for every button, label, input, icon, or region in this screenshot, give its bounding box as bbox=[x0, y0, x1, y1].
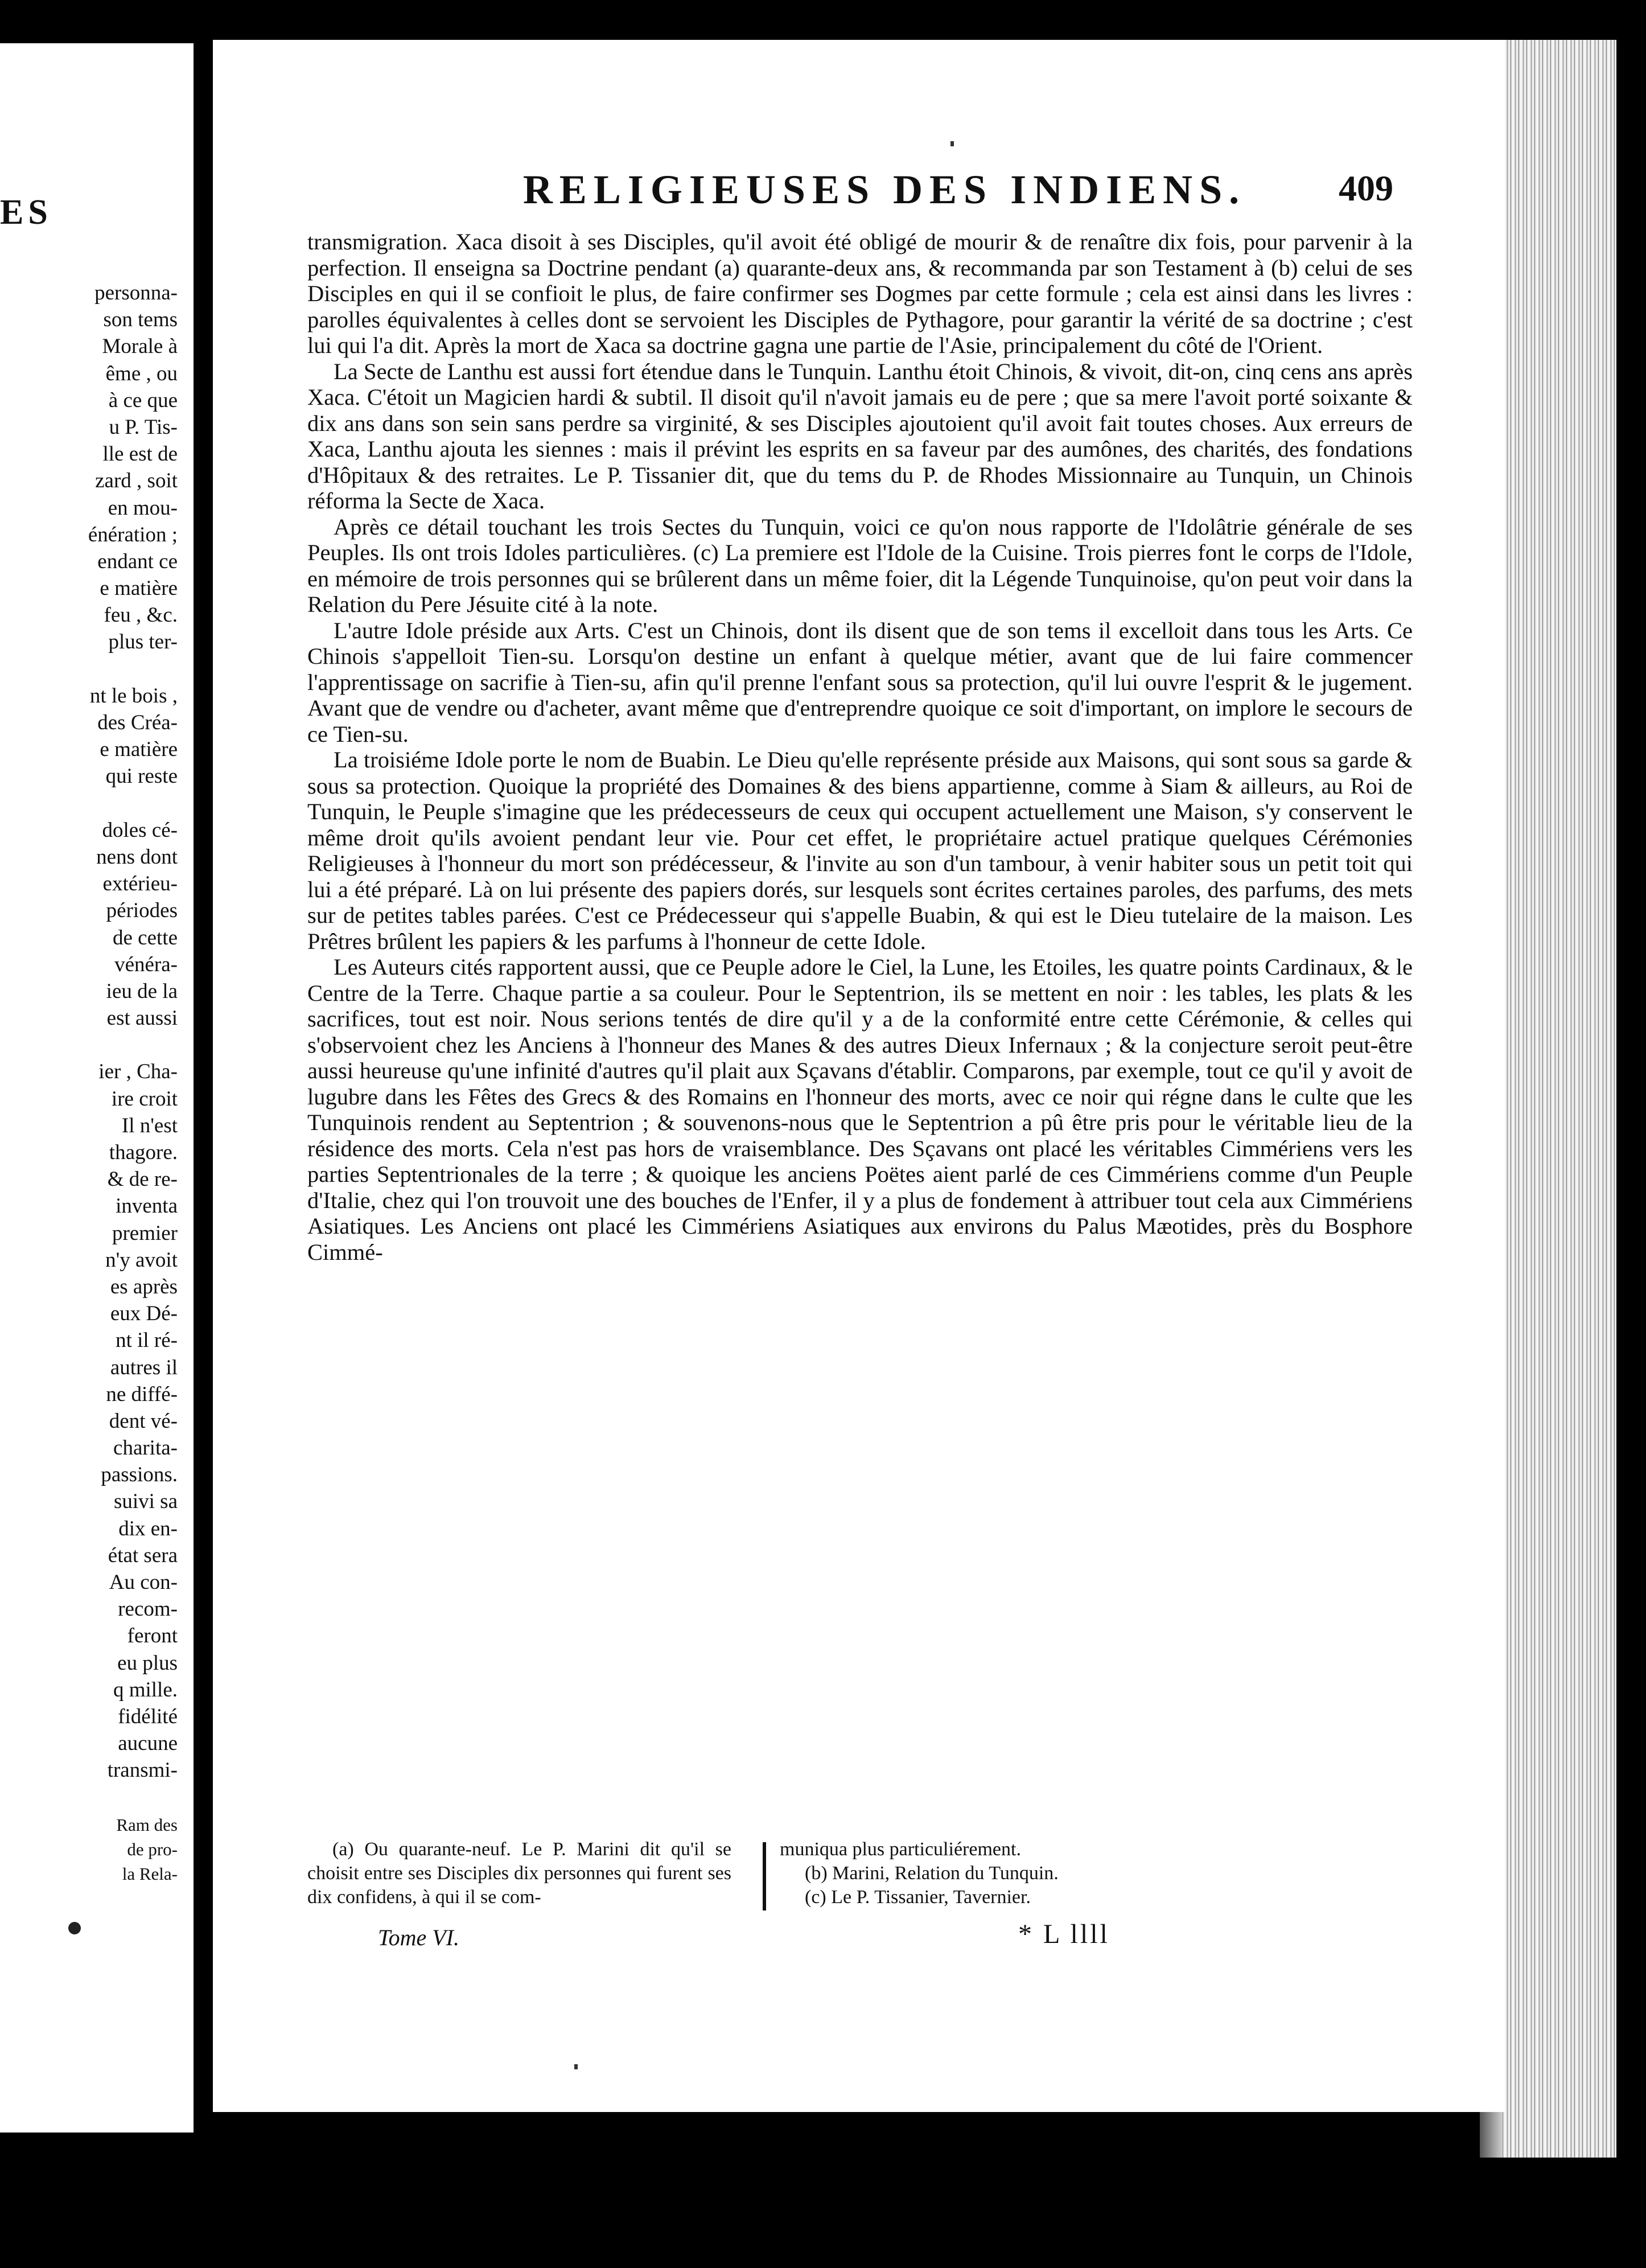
volume-mark: Tome VI. bbox=[378, 1925, 459, 1950]
left-text-line: inventa bbox=[116, 1194, 178, 1218]
footnote-column-rule bbox=[763, 1842, 766, 1910]
left-text-line: ier , Cha- bbox=[98, 1060, 178, 1084]
left-text-line: ire croit bbox=[111, 1087, 178, 1111]
paragraph-three-idols: Après ce détail touchant les trois Sectes du Tunquin, voici ce qu'on nous rapporte de l'Idolâtrie générale de ses Peuples. Ils ont trois Idoles particulières. (c) La premiere est l'Idole de la Cuisine. Trois pierres font le corps de l'Idole, en mémoire de trois personnes qui se brûlerent dans un même foier, dit la Légende Tunquinoise, qu'on peut voir dans la Relation du Pere Jésuite cité à la note. bbox=[307, 513, 1413, 617]
footnote-a: (a) Ou quarante-neuf. Le P. Marini dit qu'il se choisit entre ses Disciples dix personnes qui furent ses dix confidens, à qui il se com- bbox=[307, 1839, 731, 1908]
left-text-line: eux Dé- bbox=[110, 1302, 178, 1326]
left-text-line: état sera bbox=[108, 1543, 178, 1567]
left-text-line: dix en- bbox=[118, 1517, 178, 1540]
left-text-line: feu , &c. bbox=[104, 603, 178, 627]
left-text-line: zard , soit bbox=[95, 469, 178, 493]
ink-spot bbox=[68, 1922, 81, 1934]
left-note-line: Ram des bbox=[116, 1815, 178, 1835]
left-text-line: périodes bbox=[106, 899, 178, 923]
paragraph-septentrion: Les Auteurs cités rapportent aussi, que ce Peuple adore le Ciel, la Lune, les Etoiles, les quatre points Cardinaux, & le Centre de la Terre. Chaque partie a sa couleur. Pour le Septentrion, ils se mettent en noir : les tables, les plats & les sacrifices, tout est noir. Nous serions tentés de dire qu'il y a de la conformité entre cette Cérémonie, & celles qui s'observoient chez les Anciens à l'honneur des Manes & des autres Dieux Infernaux ; & la conjecture seroit peut-être aussi heureuse qu'une infinité d'autres qu'il plait aux Sçavans d'établir. Comparons, par exemple, tout ce qu'il y avoit de lugubre dans les Fêtes des Grecs & des Romains en l'honneur des morts, avec ce noir qui régne dans le culte que les Tunquinois rendent au Septentrion ; & souvenons-nous que le Septentrion a pû être pris pour le véritable lieu de la résidence des morts. Cela n'est pas hors de vraisemblance. Des Sçavans ont placé les véritables Cimmériens vers les parties Septentrionales de la terre ; & quoique les anciens Poëtes aient parlé de ces Cimmériens comme d'un Peuple d'Italie, chez qui l'on trouvoit une des bouches de l'Enfer, il y a plus de fondement à attribuer tout cela aux Cimmériens Asiatiques. Les Anciens ont placé les Cimmériens Asiatiques aux environs du Palus Mæotides, près du Bosphore Cimmé- bbox=[307, 954, 1413, 1265]
left-text-line: vénéra- bbox=[114, 952, 178, 976]
left-page-text-fragments bbox=[7, 280, 178, 1784]
left-running-head: ES bbox=[0, 193, 52, 232]
paragraph-xaca: transmigration. Xaca disoit à ses Disciples, qu'il avoit été obligé de mourir & de renaître dix fois, pour parvenir à la perfection. Il enseigna sa Doctrine pendant (a) quarante-deux ans, & recommanda par son Testament à (b) celui de ses Disciples en qui il se confioit le plus, de faire confirmer ses Dogmes par cette formule ; cela est ainsi dans les livres : parolles équivalentes à celles dont se servoient les Disciples de Pythagore, pour garantir la vérité de sa doctrine ; c'est lui qui l'a dit. Après la mort de Xaca sa doctrine gagna une partie de l'Asie, principalement du côté de l'Orient. bbox=[307, 229, 1413, 358]
left-text-line: son tems bbox=[103, 308, 178, 332]
page-number: 409 bbox=[1339, 168, 1393, 208]
left-text-line: est aussi bbox=[106, 1006, 178, 1030]
body-text bbox=[307, 229, 1413, 1265]
left-text-line: ieu de la bbox=[106, 979, 178, 1003]
left-text-line: u P. Tis- bbox=[109, 415, 178, 439]
running-head: RELIGIEUSES DES INDIENS. bbox=[522, 167, 1246, 212]
left-text-line: fidélité bbox=[118, 1704, 178, 1728]
left-text-line bbox=[7, 1032, 178, 1058]
left-text-line: n'y avoit bbox=[105, 1248, 178, 1272]
left-note-line: de pro- bbox=[127, 1839, 178, 1859]
left-text-line: charita- bbox=[113, 1436, 178, 1460]
footnote-a-continued: muniqua plus particuliérement. bbox=[780, 1839, 1021, 1860]
left-text-line: lle est de bbox=[102, 442, 178, 466]
page-409 bbox=[213, 40, 1505, 2112]
left-text-line: e matière bbox=[100, 577, 178, 601]
footnote-column-left bbox=[307, 1838, 731, 1909]
left-text-line: en mou- bbox=[108, 496, 178, 520]
left-text-line: ne diffé- bbox=[106, 1382, 178, 1406]
left-text-line: Il n'est bbox=[121, 1114, 178, 1137]
left-text-line: à ce que bbox=[108, 388, 178, 412]
footnote-c: (c) Le P. Tissanier, Tavernier. bbox=[805, 1887, 1031, 1908]
left-text-line: nt le bois , bbox=[89, 684, 178, 708]
left-text-line: de cette bbox=[113, 926, 178, 950]
left-text-line: transmi- bbox=[107, 1758, 178, 1782]
left-text-line: suivi sa bbox=[113, 1490, 178, 1514]
ink-speck bbox=[950, 141, 954, 146]
paragraph-buabin: La troisiéme Idole porte le nom de Buabin. Le Dieu qu'elle représente préside aux Maisons, qui sont sous sa garde & sous sa protection. Quoique la propriété des Domaines & des biens appartienne, comme à Siam & ailleurs, au Roi de Tunquin, le Peuple s'imagine que les prédecesseurs de ceux qui occupent actuellement une Maison, s'y conservent le même droit qu'ils avoient pendant leur vie. Pour cet effet, le propriétaire actuel pratique quelques Cérémonies Religieuses à l'honneur du mort son prédécesseur, & l'invite au son d'un tambour, à venir habiter sous un petit toit qui lui a été préparé. Là on lui présente des papiers dorés, sur lesquels sont écrites certaines paroles, des parfums, des mets sur de petites tables parées. C'est ce Prédecesseur qui s'appelle Buabin, & qui est le Dieu tutelaire de la maison. Les Prêtres brûlent les papiers & les parfums à l'honneur de cette Idole. bbox=[307, 747, 1413, 954]
left-text-line: énération ; bbox=[88, 523, 178, 547]
facing-page-left bbox=[0, 43, 194, 2133]
left-text-line: q mille. bbox=[113, 1678, 178, 1702]
ink-speck bbox=[574, 2064, 578, 2069]
footnote-b: (b) Marini, Relation du Tunquin. bbox=[805, 1863, 1059, 1884]
left-text-line: e matière bbox=[100, 738, 178, 762]
left-text-line: aucune bbox=[118, 1732, 178, 1756]
left-text-line: plus ter- bbox=[108, 630, 178, 654]
left-text-line: es après bbox=[110, 1275, 178, 1299]
left-text-line: feront bbox=[127, 1624, 178, 1648]
left-text-line: autres il bbox=[110, 1355, 178, 1379]
left-text-line bbox=[7, 656, 178, 683]
left-text-line: nt il ré- bbox=[116, 1329, 178, 1353]
left-text-line: qui reste bbox=[105, 765, 178, 788]
signature-mark: * L llll bbox=[1018, 1919, 1110, 1949]
left-text-line: premier bbox=[112, 1221, 178, 1245]
left-text-line: des Créa- bbox=[97, 711, 178, 734]
left-text-line: Au con- bbox=[109, 1571, 178, 1594]
left-text-line: dent vé- bbox=[109, 1409, 178, 1433]
left-text-line: nens dont bbox=[96, 845, 178, 869]
paragraph-tien-su: L'autre Idole préside aux Arts. C'est un Chinois, dont ils disent que de son tems il excelloit dans tous les Arts. Ce Chinois s'appelloit Tien-su. Lorsqu'on destine un enfant à quelque métier, avant que de lui faire commencer l'apprentissage on sacrifie à Tien-su, afin qu'il prenne l'enfant sous sa protection, qu'il lui ouvre l'esprit & le jugement. Avant que de vendre ou d'acheter, avant même que d'entreprendre quoique ce soit d'important, on implore le secours de ce Tien-su. bbox=[307, 617, 1413, 747]
left-text-line: ême , ou bbox=[105, 361, 178, 385]
left-text-line: eu plus bbox=[117, 1651, 178, 1675]
left-text-line: thagore. bbox=[109, 1141, 178, 1164]
left-text-line bbox=[7, 790, 178, 817]
left-text-line: endant ce bbox=[97, 549, 178, 573]
paragraph-lanthu: La Secte de Lanthu est aussi fort étendue dans le Tunquin. Lanthu étoit Chinois, & vivoit, dit-on, cinq cens ans après Xaca. C'étoit un Magicien hardi & subtil. Il disoit qu'il n'avoit jamais eu de pere ; que sa mere l'avoit porté soixante & dix ans dans son sein sans perdre sa virginité, & ses Disciples ajoutoient qu'il avoit fait toutes choses. Aux erreurs de Xaca, Lanthu ajouta les siennes : mais il prévint les esprits en sa faveur par des aumônes, des charités, des fondations d'Hôpitaux & des retraites. Le P. Tissanier dit, que du tems du P. de Rhodes Missionnaire au Tunquin, un Chinois réforma la Secte de Xaca. bbox=[307, 358, 1413, 513]
left-text-line: & de re- bbox=[107, 1168, 178, 1191]
left-note-line: la Rela- bbox=[122, 1864, 178, 1884]
left-text-line: recom- bbox=[118, 1597, 178, 1621]
left-text-line: passions. bbox=[101, 1463, 178, 1487]
left-text-line: Morale à bbox=[102, 335, 178, 359]
left-text-line: extérieu- bbox=[102, 872, 178, 896]
left-page-footnote-fragments bbox=[7, 1813, 178, 1886]
footnote-column-right bbox=[780, 1838, 1212, 1909]
left-text-line: doles cé- bbox=[102, 818, 178, 842]
left-text-line: personna- bbox=[94, 281, 178, 305]
